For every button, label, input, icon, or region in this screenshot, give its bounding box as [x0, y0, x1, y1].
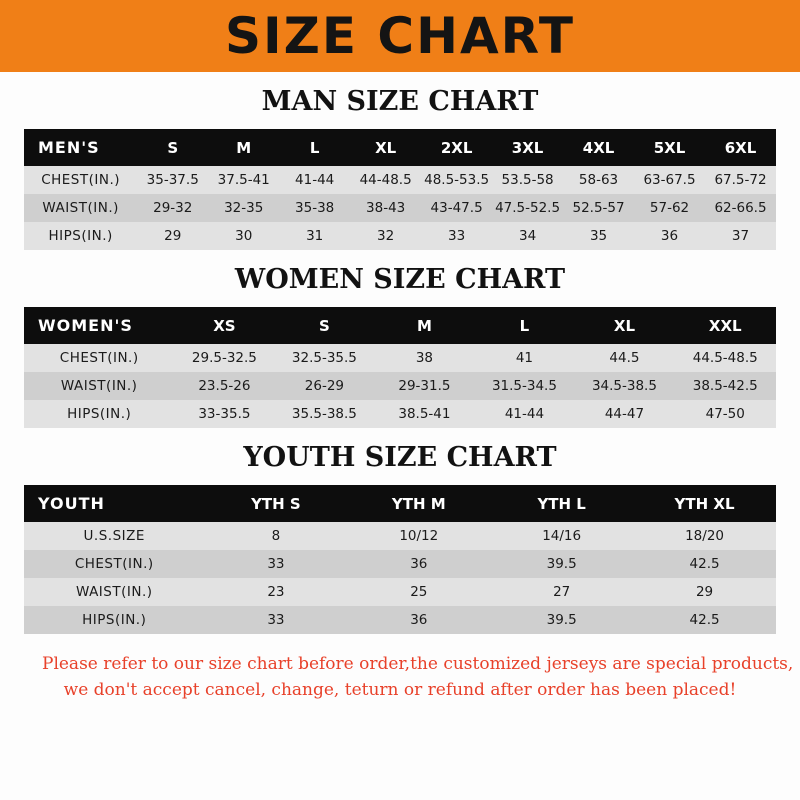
section-title-women: WOMEN SIZE CHART	[234, 264, 566, 295]
table-cell: 41	[474, 344, 574, 372]
table-cell: 38-43	[350, 194, 421, 222]
row-label: WAIST(IN.)	[24, 578, 204, 606]
row-label: HIPS(IN.)	[24, 606, 204, 634]
table-cell: 35-38	[279, 194, 350, 222]
column-header: S	[137, 129, 208, 166]
column-header: L	[279, 129, 350, 166]
table-cell: 38	[374, 344, 474, 372]
table-cell: 25	[347, 578, 490, 606]
table-cell: 32	[350, 222, 421, 250]
table-row	[24, 222, 776, 250]
row-label: HIPS(IN.)	[24, 222, 137, 250]
row-label: WAIST(IN.)	[24, 194, 137, 222]
column-header: YTH S	[204, 485, 347, 522]
column-header: 6XL	[705, 129, 776, 166]
column-header: XXL	[674, 307, 776, 344]
table-cell: 44-48.5	[350, 166, 421, 194]
table-cell: 10/12	[347, 522, 490, 550]
table-cell: 37	[705, 222, 776, 250]
youth-size-table	[24, 485, 776, 634]
table-row	[24, 578, 776, 606]
table-row	[24, 550, 776, 578]
table-cell: 33	[204, 550, 347, 578]
column-header: YTH M	[347, 485, 490, 522]
table-header-row	[24, 485, 776, 522]
table-cell: 38.5-42.5	[674, 372, 776, 400]
column-header: YOUTH	[24, 485, 204, 522]
table-cell: 63-67.5	[634, 166, 705, 194]
table-cell: 44.5	[574, 344, 674, 372]
table-cell: 26-29	[274, 372, 374, 400]
table-cell: 35	[563, 222, 634, 250]
table-cell: 23	[204, 578, 347, 606]
column-header: WOMEN'S	[24, 307, 174, 344]
table-cell: 41-44	[474, 400, 574, 428]
page-title: SIZE CHART	[224, 7, 576, 65]
table-cell: 35-37.5	[137, 166, 208, 194]
column-header: MEN'S	[24, 129, 137, 166]
table-cell: 31.5-34.5	[474, 372, 574, 400]
women-size-table	[24, 307, 776, 428]
table-cell: 35.5-38.5	[274, 400, 374, 428]
table-cell: 53.5-58	[492, 166, 563, 194]
table-cell: 42.5	[633, 606, 776, 634]
column-header: 5XL	[634, 129, 705, 166]
table-cell: 42.5	[633, 550, 776, 578]
section-title-youth: YOUTH SIZE CHART	[243, 442, 557, 473]
table-cell: 23.5-26	[174, 372, 274, 400]
table-cell: 37.5-41	[208, 166, 279, 194]
table-cell: 58-63	[563, 166, 634, 194]
table-cell: 29-31.5	[374, 372, 474, 400]
column-header: XL	[350, 129, 421, 166]
table-cell: 27	[490, 578, 633, 606]
row-label: CHEST(IN.)	[24, 550, 204, 578]
column-header: XL	[574, 307, 674, 344]
column-header: M	[208, 129, 279, 166]
row-label: HIPS(IN.)	[24, 400, 174, 428]
table-cell: 36	[347, 606, 490, 634]
table-row	[24, 194, 776, 222]
table-row	[24, 606, 776, 634]
column-header: 2XL	[421, 129, 492, 166]
table-cell: 29.5-32.5	[174, 344, 274, 372]
table-cell: 57-62	[634, 194, 705, 222]
row-label: WAIST(IN.)	[24, 372, 174, 400]
table-cell: 36	[634, 222, 705, 250]
table-cell: 29	[137, 222, 208, 250]
section-women	[24, 264, 776, 428]
table-cell: 44-47	[574, 400, 674, 428]
row-label: CHEST(IN.)	[24, 344, 174, 372]
table-cell: 33	[421, 222, 492, 250]
table-cell: 52.5-57	[563, 194, 634, 222]
page-banner	[0, 0, 800, 72]
table-cell: 8	[204, 522, 347, 550]
footer-note-line2: we don't accept cancel, change, teturn or refund after order has been placed!	[63, 679, 737, 700]
table-cell: 44.5-48.5	[674, 344, 776, 372]
table-cell: 47-50	[674, 400, 776, 428]
section-men	[24, 86, 776, 250]
column-header: 4XL	[563, 129, 634, 166]
table-row	[24, 344, 776, 372]
footer-note-line1: Please refer to our size chart before order,the customized jerseys are special products,	[42, 654, 794, 674]
table-cell: 32-35	[208, 194, 279, 222]
table-header-row	[24, 307, 776, 344]
table-cell: 41-44	[279, 166, 350, 194]
row-label: CHEST(IN.)	[24, 166, 137, 194]
table-cell: 14/16	[490, 522, 633, 550]
column-header: 3XL	[492, 129, 563, 166]
table-cell: 47.5-52.5	[492, 194, 563, 222]
table-cell: 31	[279, 222, 350, 250]
section-youth	[24, 442, 776, 634]
column-header: S	[274, 307, 374, 344]
table-row	[24, 522, 776, 550]
section-title-men: MAN SIZE CHART	[261, 86, 539, 117]
table-row	[24, 400, 776, 428]
table-cell: 48.5-53.5	[421, 166, 492, 194]
table-cell: 33-35.5	[174, 400, 274, 428]
column-header: M	[374, 307, 474, 344]
page-content	[0, 86, 800, 703]
table-row	[24, 166, 776, 194]
column-header: YTH XL	[633, 485, 776, 522]
table-cell: 18/20	[633, 522, 776, 550]
table-cell: 39.5	[490, 606, 633, 634]
table-cell: 29	[633, 578, 776, 606]
table-cell: 39.5	[490, 550, 633, 578]
footer-note	[24, 652, 794, 703]
table-cell: 34	[492, 222, 563, 250]
column-header: YTH L	[490, 485, 633, 522]
table-cell: 43-47.5	[421, 194, 492, 222]
column-header: L	[474, 307, 574, 344]
row-label: U.S.SIZE	[24, 522, 204, 550]
table-row	[24, 372, 776, 400]
table-cell: 36	[347, 550, 490, 578]
table-cell: 33	[204, 606, 347, 634]
column-header: XS	[174, 307, 274, 344]
table-cell: 67.5-72	[705, 166, 776, 194]
table-cell: 62-66.5	[705, 194, 776, 222]
table-cell: 32.5-35.5	[274, 344, 374, 372]
men-size-table	[24, 129, 776, 250]
table-cell: 38.5-41	[374, 400, 474, 428]
table-cell: 34.5-38.5	[574, 372, 674, 400]
table-header-row	[24, 129, 776, 166]
table-cell: 30	[208, 222, 279, 250]
table-cell: 29-32	[137, 194, 208, 222]
